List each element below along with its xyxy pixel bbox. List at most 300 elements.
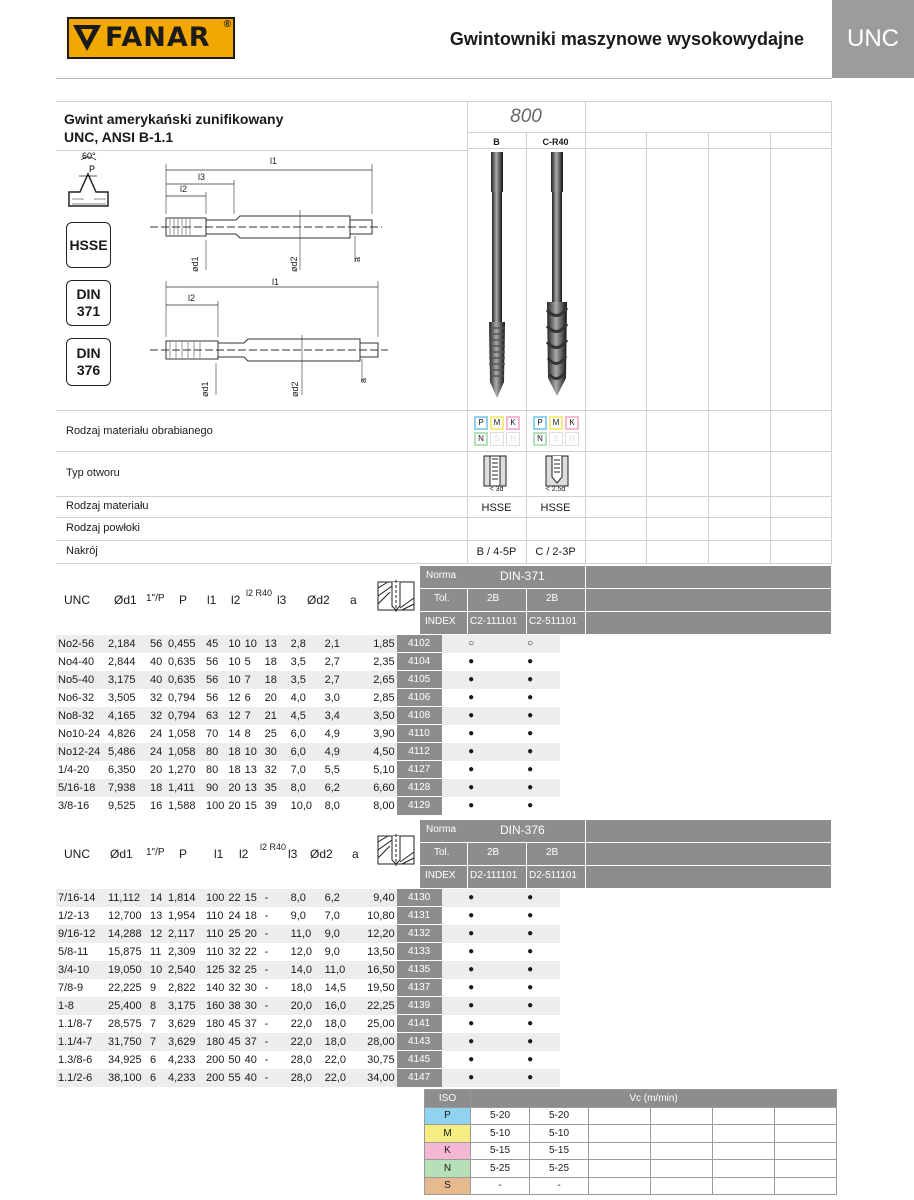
material-n-swatch: N xyxy=(533,432,547,446)
table-cell: 5,5 xyxy=(324,763,340,776)
table-cell: 12 xyxy=(228,691,241,704)
iso-vc-cell xyxy=(589,1125,651,1143)
availability-cell: ● xyxy=(468,982,475,993)
table2-body xyxy=(56,888,560,1087)
material-group-c-r40 xyxy=(533,416,579,446)
availability-cell: ● xyxy=(442,961,501,979)
svg-text:ød1: ød1 xyxy=(200,381,210,397)
availability-cell: ● xyxy=(442,925,501,943)
availability-cell: ● xyxy=(501,961,560,979)
material-s-swatch: S xyxy=(490,432,504,446)
availability-cell: ● xyxy=(527,982,534,993)
availability-cell: ● xyxy=(442,997,501,1015)
availability-cell: ● xyxy=(468,946,475,957)
index-cell[interactable]: 4102 xyxy=(397,635,442,653)
table-cell: 3,5 xyxy=(290,655,306,668)
table-cell: 3/8-16 xyxy=(58,799,90,812)
table-cell: 100 xyxy=(204,889,226,907)
table-cell: 34,00 xyxy=(353,1069,397,1087)
availability-cell: ● xyxy=(501,779,560,797)
table-cell: - xyxy=(264,909,269,922)
table-cell: 34,925 xyxy=(108,1053,142,1066)
index-cell[interactable]: 4112 xyxy=(397,743,442,761)
table-cell: 9,0 xyxy=(290,909,306,922)
iso-vc-cell: - xyxy=(471,1177,530,1195)
badge-din-371-line2: 371 xyxy=(76,303,101,319)
table-cell: 20 xyxy=(150,763,163,776)
availability-cell: ● xyxy=(468,1054,475,1065)
table-cell: 30,75 xyxy=(367,1053,395,1066)
availability-cell: ● xyxy=(501,889,560,907)
tool-material-c-r40: HSSE xyxy=(540,502,571,514)
table-cell: 18 xyxy=(263,671,289,689)
table-cell: 14 xyxy=(228,727,241,740)
availability-cell: ● xyxy=(527,656,534,667)
table-cell: 3,175 xyxy=(166,997,204,1015)
table-cell: 2,184 xyxy=(106,635,148,653)
th-l3: l3 xyxy=(277,593,287,607)
table-cell: 100 xyxy=(206,799,225,812)
index-cell[interactable]: 4139 xyxy=(397,997,442,1015)
table-cell: - xyxy=(263,925,289,943)
table-cell: 14,0 xyxy=(289,961,323,979)
table-cell: 32 xyxy=(150,691,163,704)
table-cell: 2,85 xyxy=(373,691,395,704)
index-cell[interactable]: 4106 xyxy=(397,689,442,707)
table-cell: 1.3/8-6 xyxy=(58,1053,93,1066)
table-cell: 45 xyxy=(226,1033,242,1051)
table-cell: 3,629 xyxy=(168,1017,196,1030)
iso-vc-cell xyxy=(651,1160,713,1178)
table-cell: 20 xyxy=(264,691,277,704)
table-cell: 45 xyxy=(204,635,226,653)
th-l2: l2 xyxy=(231,593,241,607)
iso-vc-cell xyxy=(651,1142,713,1160)
table-cell: 28,00 xyxy=(353,1033,397,1051)
availability-cell: ● xyxy=(501,743,560,761)
tap-c-r40-image xyxy=(541,150,573,400)
hole-section-icon xyxy=(376,578,416,614)
table-cell: 22 xyxy=(244,945,257,958)
table-cell: 10 xyxy=(228,655,241,668)
availability-cell: ● xyxy=(442,889,501,907)
iso-group: N xyxy=(425,1160,471,1178)
table-cell: - xyxy=(263,1033,289,1051)
table-cell: 18 xyxy=(264,655,277,668)
table-cell: 20 xyxy=(228,799,241,812)
brand-logo[interactable] xyxy=(67,17,235,59)
table-cell: 10,80 xyxy=(367,909,395,922)
availability-cell: ● xyxy=(501,1033,560,1051)
table-cell: 7,0 xyxy=(290,763,306,776)
iso-row xyxy=(425,1160,837,1178)
table-cell: 37 xyxy=(244,1017,257,1030)
iso-vc-cell xyxy=(713,1107,775,1125)
index-cell[interactable]: 4128 xyxy=(397,779,442,797)
th-a: a xyxy=(350,593,357,607)
availability-cell: ● xyxy=(468,910,475,921)
table-cell: 9,0 xyxy=(324,945,340,958)
table-cell: 1,058 xyxy=(166,743,204,761)
iso-vc-cell xyxy=(589,1142,651,1160)
table-cell: 25,400 xyxy=(106,997,148,1015)
index-cell[interactable]: 4104 xyxy=(397,653,442,671)
table-cell: 9/16-12 xyxy=(56,925,106,943)
table-cell: 4,50 xyxy=(353,743,397,761)
table-row xyxy=(56,979,560,997)
row-label-coating: Rodzaj powłoki xyxy=(66,522,140,534)
iso-vc-cell: 5-25 xyxy=(471,1160,530,1178)
table-cell: 18 xyxy=(226,743,242,761)
iso-vc-cell xyxy=(775,1142,837,1160)
index-cell[interactable]: 4147 xyxy=(397,1069,442,1087)
table-cell: 19,050 xyxy=(106,961,148,979)
svg-text:P: P xyxy=(89,164,96,174)
table-cell: 13 xyxy=(150,909,163,922)
blind-hole-icon xyxy=(545,455,569,487)
iso-row xyxy=(425,1125,837,1143)
table-cell: 1,85 xyxy=(353,635,397,653)
table-cell: 2,8 xyxy=(289,635,323,653)
table-cell: 80 xyxy=(204,743,226,761)
iso-vc-cell xyxy=(775,1160,837,1178)
iso-group: P xyxy=(425,1107,471,1125)
table-row xyxy=(56,671,560,689)
table-cell: 8,0 xyxy=(324,799,340,812)
availability-cell: ● xyxy=(442,1069,501,1087)
table-cell: 30 xyxy=(263,743,289,761)
availability-cell: ● xyxy=(527,1054,534,1065)
table-cell: 28,0 xyxy=(290,1053,313,1066)
index-cell[interactable]: 4137 xyxy=(397,979,442,997)
table-cell: 1,270 xyxy=(168,763,196,776)
index-label: INDEX xyxy=(425,616,456,627)
svg-text:l1: l1 xyxy=(270,156,278,166)
table-row xyxy=(56,1051,560,1069)
table-cell: 3,4 xyxy=(323,707,353,725)
table-cell: 40 xyxy=(243,1069,263,1087)
table-cell: 110 xyxy=(206,909,224,922)
table-cell: 7,0 xyxy=(324,909,340,922)
table-cell: 15,875 xyxy=(108,945,142,958)
availability-cell: ● xyxy=(501,671,560,689)
iso-label: ISO xyxy=(425,1090,471,1108)
table-row xyxy=(56,725,560,743)
availability-cell: ● xyxy=(468,656,475,667)
table-cell: 4,233 xyxy=(168,1053,196,1066)
table-cell: 32 xyxy=(228,981,241,994)
table-cell: 2,117 xyxy=(166,925,204,943)
table-cell: 2,7 xyxy=(323,671,353,689)
table-cell: 8,0 xyxy=(289,889,323,907)
table-cell: 1,814 xyxy=(166,889,204,907)
table-cell: 2,1 xyxy=(323,635,353,653)
table-cell: 4,9 xyxy=(324,727,340,740)
table-cell: 2,309 xyxy=(168,945,196,958)
iso-vc-cell xyxy=(651,1125,713,1143)
badge-hsse xyxy=(66,222,111,268)
table-cell: 6,2 xyxy=(323,889,353,907)
table-row xyxy=(56,761,560,779)
index-cell[interactable]: 4110 xyxy=(397,725,442,743)
th-tpi: 1"/P xyxy=(146,593,165,604)
iso-vc-cell xyxy=(775,1107,837,1125)
availability-cell: ● xyxy=(468,764,475,775)
table-cell: 25 xyxy=(243,961,263,979)
index-cell[interactable]: 4130 xyxy=(397,889,442,907)
iso-vc-cell xyxy=(713,1142,775,1160)
iso-row xyxy=(425,1177,837,1195)
table-cell: 5,10 xyxy=(373,763,395,776)
table-cell: 22,0 xyxy=(290,1017,313,1030)
iso-vc-cell: 5-25 xyxy=(530,1160,589,1178)
tap-b-image xyxy=(482,150,512,400)
table-cell: 22,25 xyxy=(353,997,397,1015)
table-cell: No10-24 xyxy=(58,727,101,740)
th2-unc: UNC xyxy=(64,847,90,861)
iso-group: S xyxy=(425,1177,471,1195)
table-cell: 9 xyxy=(150,981,157,994)
table-cell: 1.1/8-7 xyxy=(58,1017,93,1030)
table-cell: 8,00 xyxy=(373,799,395,812)
table-row xyxy=(56,797,560,815)
table-cell: 8,0 xyxy=(289,779,323,797)
table-row xyxy=(56,1069,560,1087)
table-cell: 10 xyxy=(226,671,242,689)
availability-cell: ● xyxy=(527,764,534,775)
table-cell: 180 xyxy=(204,1033,226,1051)
table-cell: 32 xyxy=(148,707,166,725)
table-cell: - xyxy=(264,1017,269,1030)
table-cell: 24 xyxy=(150,727,163,740)
table-cell: 15 xyxy=(244,799,257,812)
index-cell[interactable]: 4133 xyxy=(397,943,442,961)
table-cell: 160 xyxy=(204,997,226,1015)
table-row xyxy=(56,907,560,925)
index-cell[interactable]: 4141 xyxy=(397,1015,442,1033)
index-cell[interactable]: 4135 xyxy=(397,961,442,979)
table-cell: 7 xyxy=(148,1033,166,1051)
index-cell[interactable]: 4105 xyxy=(397,671,442,689)
table-cell: - xyxy=(264,1053,269,1066)
table-cell: No8-32 xyxy=(56,707,106,725)
product-title-line2: UNC, ANSI B-1.1 xyxy=(64,129,174,145)
table2-meta-band xyxy=(420,820,831,888)
table-cell: 63 xyxy=(204,707,226,725)
material-p-swatch: P xyxy=(533,416,547,430)
table-cell: 0,794 xyxy=(168,691,196,704)
th-unc: UNC xyxy=(64,593,90,607)
iso-vc-cell xyxy=(589,1160,651,1178)
table-cell: 4,0 xyxy=(290,691,306,704)
table-row xyxy=(56,707,560,725)
table-row xyxy=(56,743,560,761)
svg-text:l2: l2 xyxy=(188,293,196,303)
section-tab-unc[interactable]: UNC xyxy=(832,0,914,78)
table-cell: 35 xyxy=(263,779,289,797)
table-cell: 6,2 xyxy=(323,779,353,797)
table-cell: 13,50 xyxy=(367,945,395,958)
availability-cell: ● xyxy=(468,1018,475,1029)
table-cell: 7 xyxy=(243,671,263,689)
iso-vc-cell xyxy=(713,1160,775,1178)
material-group-b xyxy=(474,416,520,446)
table-cell: 2,844 xyxy=(108,655,136,668)
row-label-chamfer: Nakrój xyxy=(66,545,98,557)
table-row xyxy=(56,635,560,653)
table-cell: 2,822 xyxy=(168,981,196,994)
availability-cell: ● xyxy=(527,800,534,811)
iso-vc-cell xyxy=(713,1125,775,1143)
material-s-swatch: S xyxy=(549,432,563,446)
index-cell[interactable]: 4108 xyxy=(397,707,442,725)
table-cell: 6,350 xyxy=(108,763,136,776)
th2-a: a xyxy=(352,847,359,861)
tol-c-r40-2: 2B xyxy=(546,847,559,858)
table-cell: 28,575 xyxy=(108,1017,142,1030)
norma-label-2: Norma xyxy=(426,824,457,835)
index-c-r40-2: D2-511101 xyxy=(529,870,577,881)
index-cell[interactable]: 4129 xyxy=(397,797,442,815)
index-cell[interactable]: 4145 xyxy=(397,1051,442,1069)
table-cell: 12 xyxy=(148,925,166,943)
table-cell: 13 xyxy=(243,779,263,797)
availability-cell: ● xyxy=(442,743,501,761)
table-cell: 22 xyxy=(226,889,242,907)
table1-header xyxy=(56,566,420,634)
table-cell: 110 xyxy=(206,945,224,958)
table-cell: 6,0 xyxy=(289,743,323,761)
material-k-swatch: K xyxy=(506,416,520,430)
availability-cell: ● xyxy=(442,671,501,689)
table-cell: 12,0 xyxy=(290,945,313,958)
page-header xyxy=(0,0,914,78)
iso-group: M xyxy=(425,1125,471,1143)
table-cell: 200 xyxy=(206,1053,225,1066)
table-cell: 15 xyxy=(243,889,263,907)
table-cell: 50 xyxy=(228,1053,241,1066)
hole-depth-c-r40: < 2,5d xyxy=(545,486,566,493)
availability-cell: ● xyxy=(501,1069,560,1087)
table-cell: 14,5 xyxy=(324,981,347,994)
header-rule xyxy=(56,78,832,79)
table-cell: 10 xyxy=(243,743,263,761)
iso-vc-cell: 5-20 xyxy=(530,1107,589,1125)
table-cell: 20,0 xyxy=(289,997,323,1015)
index-cell[interactable]: 4127 xyxy=(397,761,442,779)
table-cell: 16 xyxy=(150,799,163,812)
tool-material-b: HSSE xyxy=(481,502,512,514)
table-cell: 110 xyxy=(204,925,226,943)
table-row xyxy=(56,925,560,943)
table-cell: 10 xyxy=(243,635,263,653)
table-cell: - xyxy=(264,945,269,958)
table-cell: 18 xyxy=(228,763,241,776)
table-cell: 3,505 xyxy=(108,691,136,704)
svg-text:l1: l1 xyxy=(272,277,280,287)
norma-value-2: DIN-376 xyxy=(500,823,545,837)
index-cell[interactable]: 4143 xyxy=(397,1033,442,1051)
table-cell: 4,165 xyxy=(106,707,148,725)
series-number: 800 xyxy=(510,106,542,127)
norma-value: DIN-371 xyxy=(500,569,545,583)
availability-cell: ● xyxy=(527,692,534,703)
table-cell: 1/4-20 xyxy=(58,763,90,776)
badge-din-371 xyxy=(66,280,111,326)
table-cell: 10 xyxy=(226,635,242,653)
table-cell: 1/2-13 xyxy=(58,909,90,922)
table-cell: 20 xyxy=(243,925,263,943)
hole-section-icon-2 xyxy=(376,832,416,868)
table-cell: 2,540 xyxy=(166,961,204,979)
material-h-swatch: H xyxy=(506,432,520,446)
table-cell: 2,7 xyxy=(324,655,340,668)
svg-text:l3: l3 xyxy=(198,172,206,182)
table-cell: 6 xyxy=(244,691,251,704)
table-cell: 2,65 xyxy=(353,671,397,689)
table-row xyxy=(56,943,560,961)
product-title-line1: Gwint amerykański zunifikowany xyxy=(64,111,284,127)
table-cell: 38,100 xyxy=(106,1069,148,1087)
table-cell: 6,0 xyxy=(290,727,306,740)
table-cell: 12 xyxy=(226,707,242,725)
table-row xyxy=(56,653,560,671)
availability-cell: ● xyxy=(501,997,560,1015)
table-cell: No4-40 xyxy=(58,655,95,668)
table-cell: 5 xyxy=(244,655,251,668)
table-cell: 18 xyxy=(148,779,166,797)
table-cell: - xyxy=(264,981,269,994)
table-cell: 56 xyxy=(206,655,219,668)
iso-vc-cell xyxy=(713,1177,775,1195)
table-cell: 4,5 xyxy=(289,707,323,725)
table-cell: 8 xyxy=(148,997,166,1015)
th-p: P xyxy=(179,593,188,607)
th2-d2: Ød2 xyxy=(310,847,333,861)
table-cell: 3,90 xyxy=(373,727,395,740)
table-cell: No12-24 xyxy=(56,743,106,761)
availability-cell: ● xyxy=(442,779,501,797)
table-cell: 3,629 xyxy=(166,1033,204,1051)
angle-label xyxy=(78,149,108,175)
th-l2-r40: l2 R40 xyxy=(246,588,273,598)
table-cell: 125 xyxy=(204,961,226,979)
availability-cell: ● xyxy=(501,707,560,725)
table-row xyxy=(56,997,560,1015)
table-cell: 11 xyxy=(150,945,162,958)
badge-din-371-line1: DIN xyxy=(76,286,101,302)
table-cell: 12,700 xyxy=(108,909,142,922)
table-cell: 18,0 xyxy=(324,1017,347,1030)
table1-body xyxy=(56,634,560,815)
table-cell: 6 xyxy=(150,1053,157,1066)
table2-header xyxy=(56,820,420,888)
index-cell[interactable]: 4131 xyxy=(397,907,442,925)
material-h-swatch: H xyxy=(565,432,579,446)
badge-din-376 xyxy=(66,338,111,386)
table-cell: 40 xyxy=(244,1053,257,1066)
iso-vc-cell xyxy=(589,1177,651,1195)
index-cell[interactable]: 4132 xyxy=(397,925,442,943)
tol-c-r40: 2B xyxy=(546,593,559,604)
iso-vc-cell xyxy=(651,1107,713,1125)
table-cell: 31,750 xyxy=(106,1033,148,1051)
iso-vc-cell: 5-10 xyxy=(471,1125,530,1143)
svg-text:ød1: ød1 xyxy=(190,256,200,272)
table-cell: 1.1/2-6 xyxy=(56,1069,106,1087)
logo-v-icon xyxy=(73,23,101,53)
table-cell: 25,00 xyxy=(367,1017,395,1030)
